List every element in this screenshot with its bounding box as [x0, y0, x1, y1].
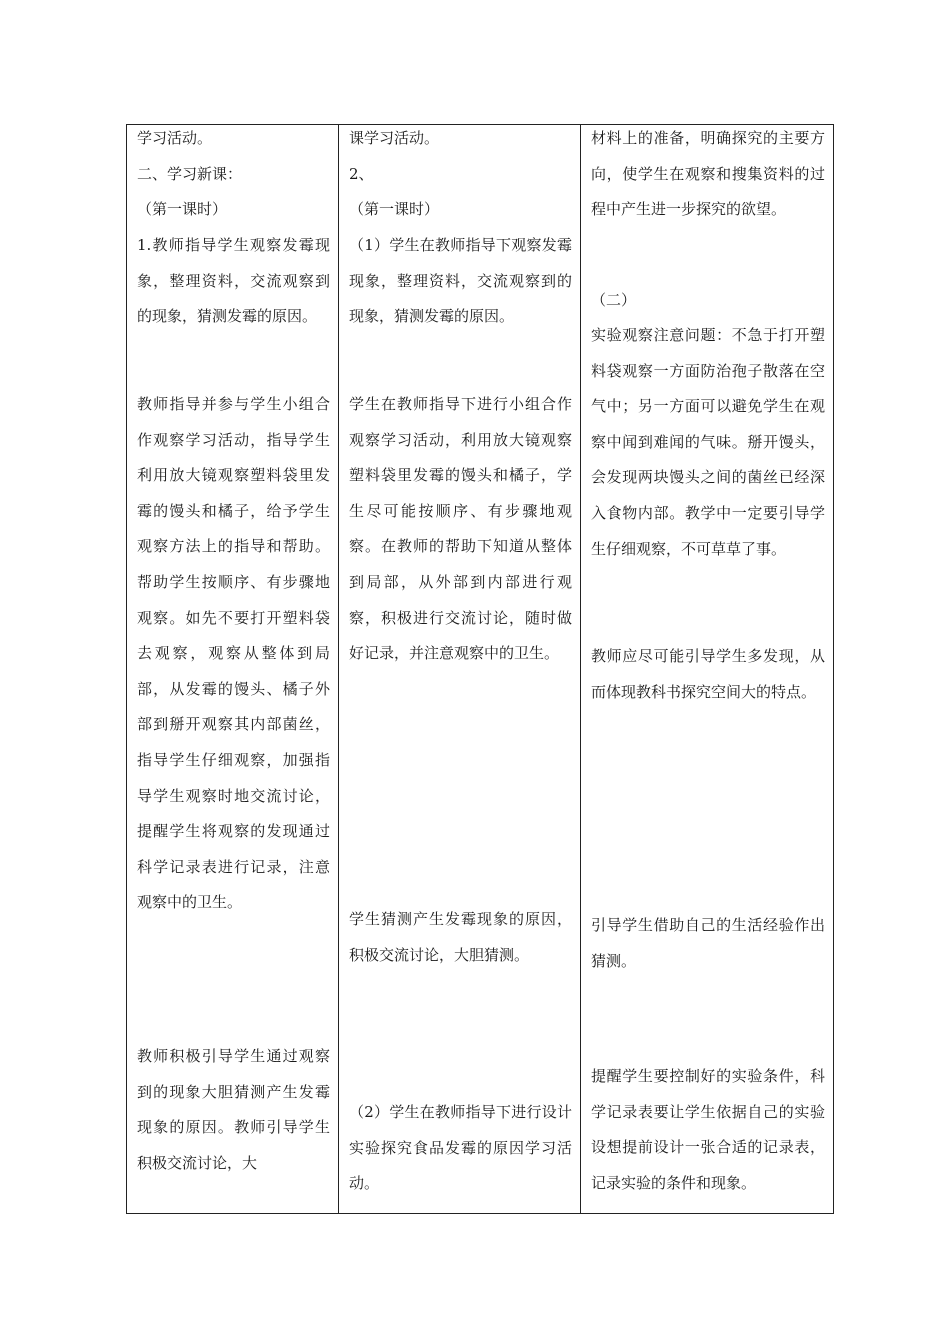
col2-paragraph-6: 学生猜测产生发霉现象的原因，积极交流讨论，大胆猜测。	[349, 910, 572, 964]
col1-paragraph-4: 1.教师指导学生观察发霉现象，整理资料，交流观察到的现象，猜测发霉的原因。	[137, 236, 330, 326]
col2-paragraph-5: 学生在教师指导下进行小组合作观察学习活动，利用放大镜观察塑料袋里发霉的馒头和橘子，学生尽可能按顺序、有步骤地观察。在教师的帮助下知道从整体到局部，从外部到内部进行观察，积极进行交流讨论，随时做好记录，并注意观察中的卫生。	[349, 395, 572, 663]
col3-paragraph-2: （二）	[591, 291, 637, 309]
col1-paragraph-2: 二、学习新课：	[137, 165, 243, 183]
col2-paragraph-3: （第一课时）	[349, 200, 440, 218]
col3-paragraph-3: 实验观察注意问题：不急于打开塑料袋观察一方面防治孢子散落在空气中；另一方面可以避免学生在观察中闻到难闻的气味。掰开馒头，会发现两块馒头之间的菌丝已经深入食物内部。教学中一定要引导学生仔细观察，不可草草了事。	[591, 326, 825, 558]
lesson-plan-table	[126, 124, 834, 1214]
col2-paragraph-2: 2、	[349, 165, 374, 183]
col2-paragraph-4: （1）学生在教师指导下观察发霉现象，整理资料，交流观察到的现象，猜测发霉的原因。	[349, 236, 572, 326]
teacher-activity-column	[127, 125, 338, 1213]
col3-paragraph-6: 提醒学生要控制好的实验条件，科学记录表要让学生依据自己的实验设想提前设计一张合适的记录表，记录实验的条件和现象。	[591, 1067, 825, 1192]
col3-paragraph-4: 教师应尽可能引导学生多发现，从而体现教科书探究空间大的特点。	[591, 647, 825, 701]
col1-paragraph-5: 教师指导并参与学生小组合作观察学习活动，指导学生利用放大镜观察塑料袋里发霉的馒头和橘子，给予学生观察方法上的指导和帮助。帮助学生按顺序、有步骤地观察。如先不要打开塑料袋去观察，观察从整体到局部，从发霉的馒头、橘子外部到掰开观察其内部菌丝，指导学生仔细观察，加强指导学生观察时地交流讨论，提醒学生将观察的发现通过科学记录表进行记录，注意观察中的卫生。	[137, 395, 330, 912]
col2-paragraph-1: 课学习活动。	[349, 129, 440, 147]
col1-paragraph-3: （第一课时）	[137, 200, 228, 218]
col3-paragraph-5: 引导学生借助自己的生活经验作出猜测。	[591, 916, 825, 970]
col2-paragraph-7: （2）学生在教师指导下进行设计实验探究食品发霉的原因学习活动。	[349, 1103, 572, 1193]
col1-paragraph-6: 教师积极引导学生通过观察到的现象大胆猜测产生发霉现象的原因。教师引导学生积极交流讨论，大	[137, 1047, 330, 1172]
student-activity-column	[338, 125, 580, 1213]
col3-paragraph-1: 材料上的准备，明确探究的主要方向，使学生在观察和搜集资料的过程中产生进一步探究的欲望。	[591, 129, 825, 219]
design-intent-column	[580, 125, 833, 1213]
col1-paragraph-1: 学习活动。	[137, 129, 213, 147]
